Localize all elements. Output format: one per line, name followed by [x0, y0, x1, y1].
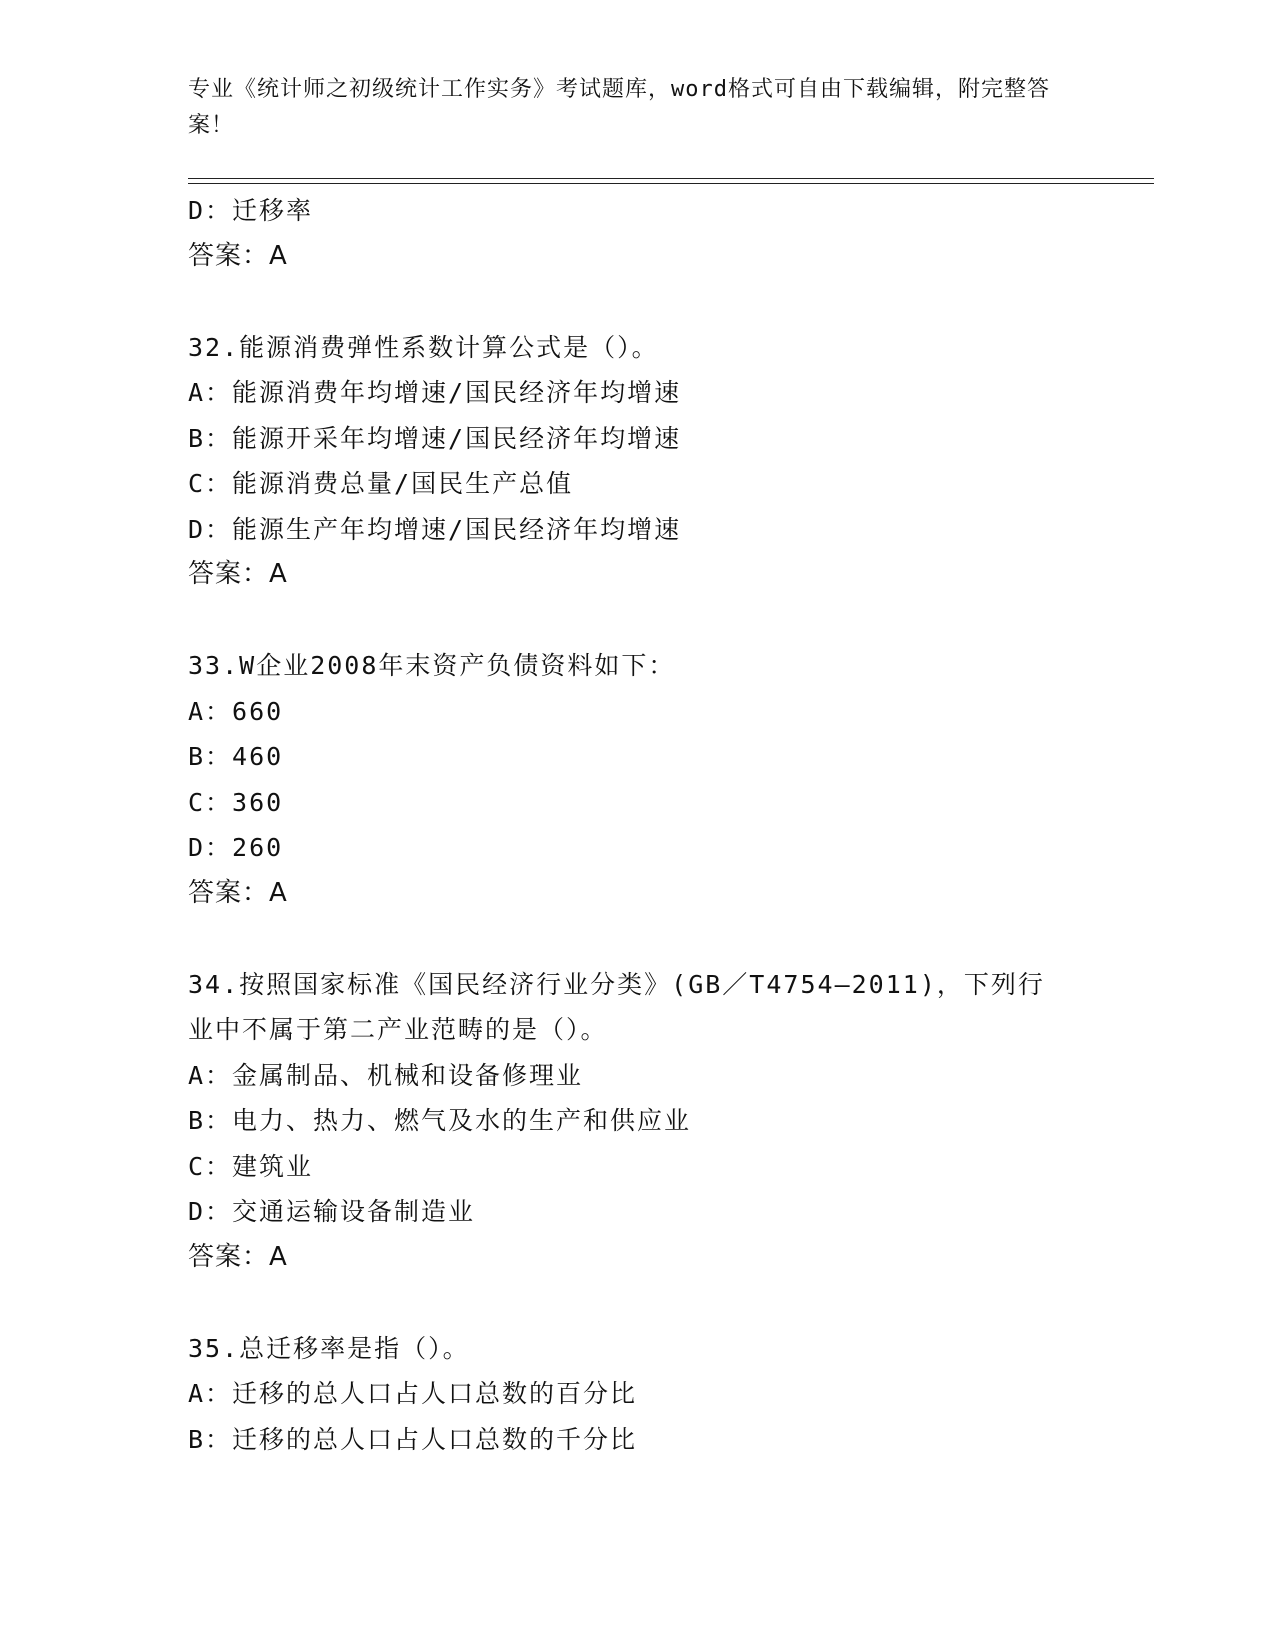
option-d: D：能源生产年均增速/国民经济年均增速 — [188, 514, 682, 544]
option-b: B：迁移的总人口占人口总数的千分比 — [188, 1424, 638, 1454]
option-d: D：260 — [188, 833, 284, 862]
spacer — [188, 279, 1088, 325]
option-a: A：迁移的总人口占人口总数的百分比 — [188, 1379, 638, 1408]
answer: 答案：A — [188, 877, 288, 908]
question-text: 32.能源消费弹性系数计算公式是（）。 — [188, 332, 659, 362]
question-list — [188, 188, 1088, 1462]
option-b: B：能源开采年均增速/国民经济年均增速 — [188, 423, 682, 453]
spacer — [188, 1280, 1088, 1326]
answer: 答案：A — [188, 559, 288, 589]
header-rule-top — [188, 178, 1154, 179]
question-text: 34.按照国家标准《国民经济行业分类》(GB／T4754—2011)，下列行业中不属于第二产业范畴的是（）。 — [188, 969, 1045, 1044]
page-header: 专业《统计师之初级统计工作实务》考试题库，word格式可自由下载编辑，附完整答案！ — [188, 77, 1050, 138]
answer: 答案：A — [188, 1241, 288, 1272]
option-c: C：360 — [188, 787, 284, 817]
option-a: A：660 — [188, 696, 284, 726]
question-text: 33.W企业2008年末资产负债资料如下： — [188, 651, 676, 680]
option-a: A：能源消费年均增速/国民经济年均增速 — [188, 378, 682, 407]
option-c: C：建筑业 — [188, 1151, 314, 1181]
option-b: B：电力、热力、燃气及水的生产和供应业 — [188, 1106, 692, 1135]
header-rule-bottom — [188, 183, 1154, 184]
spacer — [188, 598, 1088, 644]
option-a: A：金属制品、机械和设备修理业 — [188, 1060, 584, 1090]
spacer — [188, 916, 1088, 962]
question-text: 35.总迁移率是指（）。 — [188, 1333, 470, 1363]
option-b: B：460 — [188, 742, 284, 771]
option-d: D：交通运输设备制造业 — [188, 1197, 476, 1226]
option-d: D：迁移率 — [188, 196, 314, 225]
answer: 答案：A — [188, 240, 288, 271]
option-c: C：能源消费总量/国民生产总值 — [188, 469, 574, 498]
